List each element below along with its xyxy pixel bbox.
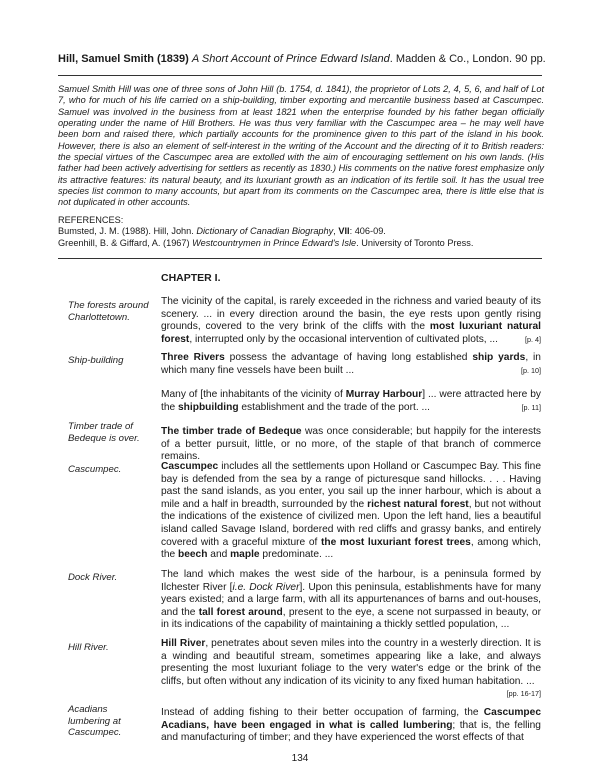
paragraph-three-rivers: Three Rivers possess the advantage of having long established ship yards, in which many fine vessels have been built ... [p. 10]	[161, 352, 541, 376]
paragraph-murray-harbour: Many of [the inhabitants of the vicinity of Murray Harbour] ... were attracted here by the shipbuilding establishment and the trade of the port. ... [p. 11]	[161, 389, 541, 413]
margin-note-bedeque: Timber trade of Bedeque is over.	[68, 421, 140, 444]
paragraph-charlottetown: The vicinity of the capital, is rarely exceeded in the richness and varied beauty of its scenery. ... in every direction around the basin, the eye rests upon gently rising grounds, covered to the very brink of the cliffs with the most luxuriant natural forest, interrupted only by the occasional intervention of cultivated plots, ... [p. 4]	[161, 296, 542, 345]
paragraph-bedeque: The timber trade of Bedeque was once considerable; but happily for the interests of a better pursuit, little, or no more, of the staple of that branch of commerce remains.	[161, 426, 541, 463]
page-number: 134	[291, 753, 309, 764]
margin-note-forests: The forests around Charlottetown.	[68, 300, 149, 323]
section-divider	[58, 258, 542, 259]
margin-note-cascumpec: Cascumpec.	[68, 464, 122, 475]
reference-1: Bumsted, J. M. (1988). Hill, John. Dictionary of Canadian Biography, VII: 406-09.	[58, 226, 386, 237]
paragraph-hill-river: Hill River, penetrates about seven miles into the country in a westerly direction. It is a winding and beautiful stream, sometimes appearing like a lake, and always presenting the most luxuriant foliage to the very water's edge or the brink of the cliffs, but often without any indication of its vicinity to any fixed human habitation. ... [pp. 16-17]	[161, 638, 541, 701]
page-reference: [p. 10]	[521, 365, 541, 375]
paragraph-dock-river: The land which makes the west side of the harbour, is a peninsula formed by Ilchester River [i.e. Dock River]. Upon this peninsula, establishments have for many years existed; and a large farm, with all its appurtenances of barns and out-houses, and the tall forest around, present to the eye, a scene not surpassed in beauty, or in its indications of the capability of maintaining a thickly settled population, ...	[161, 569, 542, 631]
chapter-heading: CHAPTER I.	[161, 272, 221, 284]
page-reference: [pp. 16-17]	[506, 689, 541, 699]
references	[58, 215, 544, 249]
margin-note-acadians: Acadians lumbering at Cascumpec.	[68, 704, 122, 739]
citation-title: A Short Account of Prince Edward Island	[191, 53, 390, 65]
citation-author: Hill, Samuel Smith (1839)	[58, 53, 189, 65]
page-reference: [p. 11]	[521, 402, 541, 412]
references-heading: REFERENCES:	[58, 215, 124, 225]
margin-note-hill-river: Hill River.	[68, 642, 109, 653]
citation	[58, 52, 548, 66]
paragraph-cascumpec: Cascumpec includes all the settlements upon Holland or Cascumpec Bay. This fine bay is defended from the sea by a range of picturesque sand hillocks. . . . Having past the sand islands, as you enter, you sail up the inner harbour, which is about a mile and a half in breadth, surrounded by the richest natural forest, but not without the indications of the existence of civilized men. Upon the left hand, lies a beautiful island called Savage Island, bordered with red cliffs and grassy banks, and entirely covered with a graceful mixture of the most luxuriant forest trees, among which, the beech and maple predominate. ...	[161, 461, 541, 561]
margin-note-shipbuilding: Ship-building	[68, 355, 124, 366]
margin-note-dock-river: Dock River.	[68, 572, 118, 583]
top-divider	[58, 75, 542, 76]
reference-2: Greenhill, B. & Giffard, A. (1967) Westcountrymen in Prince Edward's Isle. University of Toronto Press.	[58, 237, 474, 248]
paragraph-acadians: Instead of adding fishing to their better occupation of farming, the Cascumpec Acadians, have been engaged in what is called lumbering; that is, the felling and manufacturing of timber; and they have experienced the worst effects of that	[161, 707, 541, 744]
intro-paragraph: Samuel Smith Hill was one of three sons of John Hill (b. 1754, d. 1841), the proprietor of Lots 2, 4, 5, 6, and half of Lot 7, who for much of his life carried on a ship-building, timber exporting and mercantile business based at Cascumpec. Samuel was involved in the business from at least 1821 when the enterprise founded by his father began officially operating under the name of Hill Brothers. He was thus very familiar with the Cascumpec area – he may well have been born and raised there, which partially accounts for the prominence given to this part of the island in his book. However, there is also an element of self-interest in the writing of the Account and the directing of it to British readers: the special virtues of the Cascumpec area are extolled with the aim of encouraging settlement on his own lands. (His father had been actively advertising for settlers as recently as 1830.) His comments on the native forest emphasize only its attractive features: its natural beauty, and its luxuriant growth as an indication of its fertile soil. It has the usual tree species list common to many accounts, but apart from its comments on the Cascumpec area, there is little else that is not duplicated in other accounts.	[58, 84, 544, 208]
page-reference: [p. 4]	[525, 334, 541, 344]
citation-publisher: . Madden & Co., London. 90 pp.	[389, 53, 546, 65]
